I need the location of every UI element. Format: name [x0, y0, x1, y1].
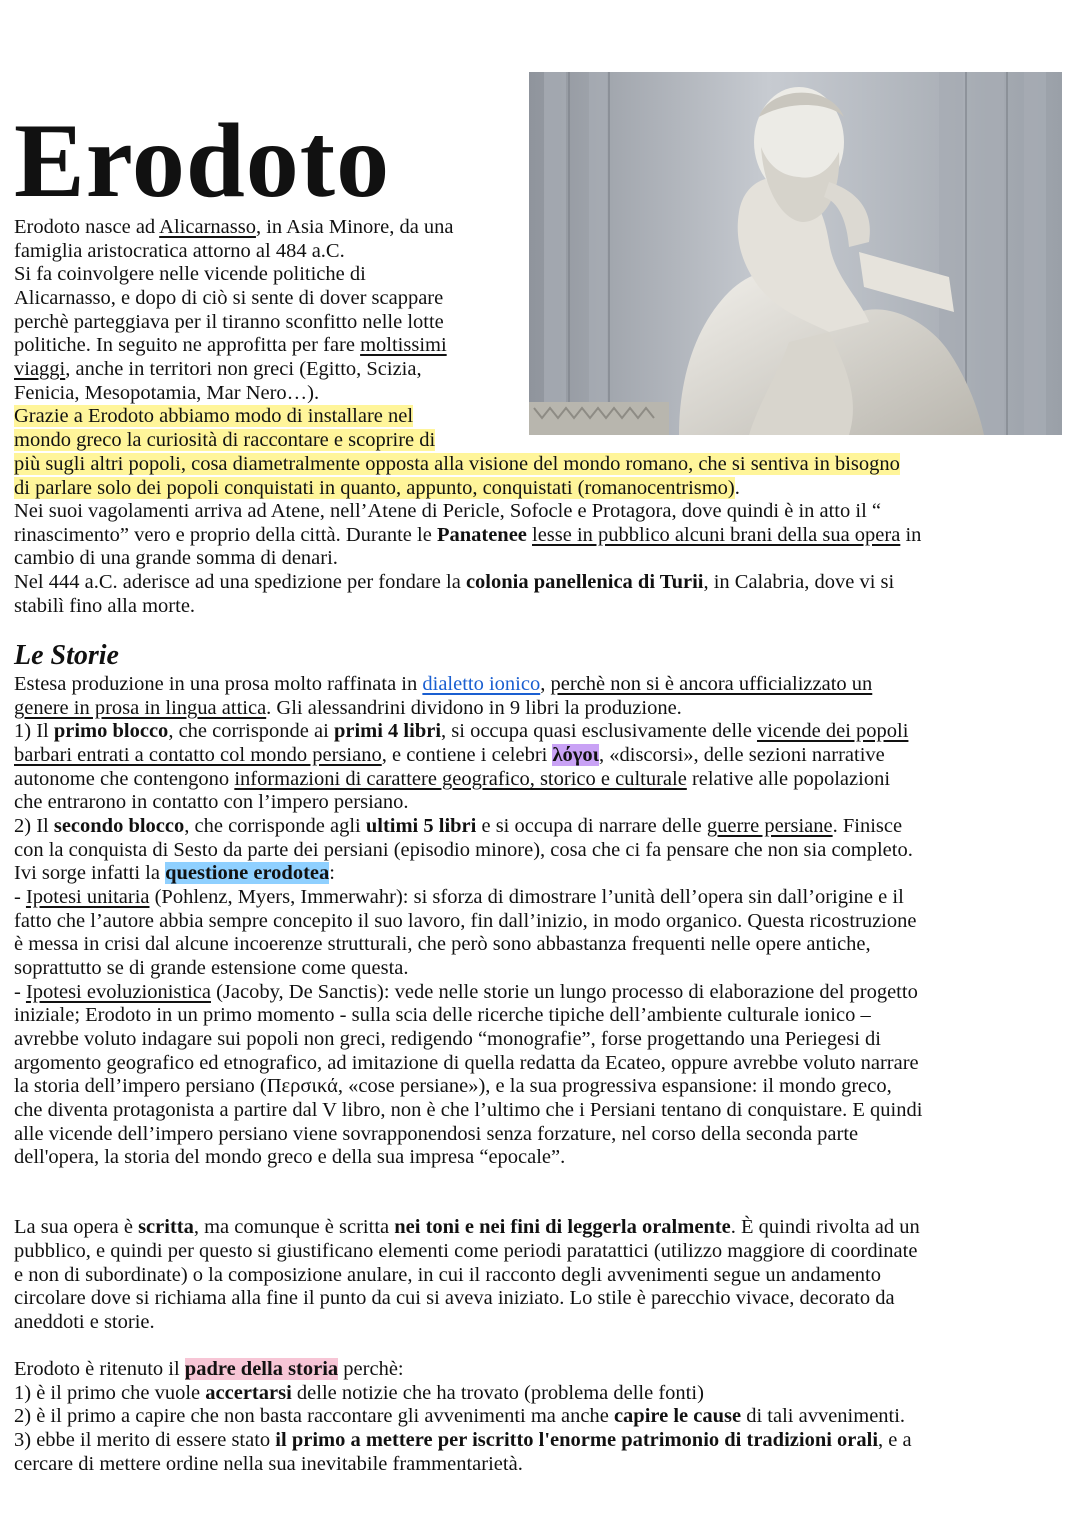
- storie-line: che diventa protagonista a partire dal V libro, non è che l’ultimo che i Persiani tentano di conquistare. E quindi: [14, 1099, 923, 1121]
- highlight-line: più sugli altri popoli, cosa diametralmente opposta alla visione del mondo romano, che si sentiva in bisogno: [14, 453, 900, 475]
- storie-line: autonome che contengono informazioni di carattere geografico, storico e culturale relative alle popolazioni: [14, 768, 891, 790]
- storie-line: la storia dell’impero persiano (Περσικά, «cose persiane»), e la sua progressiva espansione: il mondo greco,: [14, 1075, 892, 1097]
- padre-line: Erodoto è ritenuto il padre della storia perchè:: [14, 1358, 404, 1380]
- intro-line: politiche. In seguito ne approfitta per fare moltissimi: [14, 334, 447, 356]
- intro-line: perchè parteggiava per il tiranno sconfitto nelle lotte: [14, 311, 444, 333]
- intro-line: cambio di una grande somma di denari.: [14, 547, 338, 569]
- place-alicarnasso: Alicarnasso: [159, 216, 256, 238]
- padre-line: 1) è il primo che vuole accertarsi delle notizie che ha trovato (problema delle fonti): [14, 1382, 704, 1404]
- logoi-highlight: λόγοι: [552, 744, 599, 766]
- storie-line: Estesa produzione in una prosa molto raffinata in dialetto ionico, perchè non si è ancora ufficializzato un: [14, 673, 873, 695]
- storie-line: Ivi sorge infatti la questione erodotea:: [14, 862, 335, 884]
- padre-line: cercare di mettere ordine nella sua inevitabile frammentarietà.: [14, 1453, 523, 1475]
- storie-line: fatto che l’autore abbia sempre concepito il suo lavoro, fin dall’inizio, in modo organico. Questa ricostruzione: [14, 910, 917, 932]
- intro-line: Nel 444 a.C. aderisce ad una spedizione per fondare la colonia panellenica di Turii, in Calabria, dove vi si: [14, 571, 895, 593]
- intro-line: famiglia aristocratica attorno al 484 a.C.: [14, 240, 345, 262]
- intro-line: stabilì fino alla morte.: [14, 595, 196, 617]
- intro-line: rinascimento” vero e proprio della città. Durante le Panatenee lesse in pubblico alcuni brani della sua opera in: [14, 524, 922, 546]
- stile-line: aneddoti e storie.: [14, 1311, 155, 1333]
- questione-erodotea-highlight: questione erodotea: [165, 862, 330, 884]
- highlight-line: di parlare solo dei popoli conquistati in quanto, appunto, conquistati (romanocentrismo).: [14, 477, 740, 499]
- intro-line: Si fa coinvolgere nelle vicende politiche di: [14, 263, 366, 285]
- storie-line: 2) Il secondo blocco, che corrisponde agli ultimi 5 libri e si occupa di narrare delle guerre persiane. Finisce: [14, 815, 903, 837]
- intro-line: Erodoto nasce ad Alicarnasso, in Asia Minore, da una: [14, 216, 454, 238]
- storie-line: soprattutto se di grande estensione come questa.: [14, 957, 409, 979]
- highlight-line: Grazie a Erodoto abbiamo modo di installare nel: [14, 405, 414, 427]
- storie-line: alle vicende dell’impero persiano viene sovrapponendosi senza forzature, nel corso della seconda parte: [14, 1123, 859, 1145]
- storie-line: è messa in crisi dal alcune incoerenze strutturali, che però sono abbastanza frequenti nelle opere antiche,: [14, 933, 871, 955]
- storie-line: avrebbe voluto indagare sui popoli non greci, redigendo “monografie”, forse progettando una Periegesi di: [14, 1028, 881, 1050]
- padre-line: 3) ebbe il merito di essere stato il primo a mettere per iscritto l'enorme patrimonio di tradizioni orali, e a: [14, 1429, 912, 1451]
- padre-della-storia-highlight: padre della storia: [184, 1358, 339, 1380]
- link-dialetto-ionico[interactable]: dialetto ionico: [422, 673, 541, 695]
- intro-line: viaggi, anche in territori non greci (Egitto, Scizia,: [14, 358, 422, 380]
- stile-line: pubblico, e quindi per questo si giustificano elementi come periodi paratattici (utilizzo maggiore di coordinate: [14, 1240, 918, 1262]
- storie-line: - Ipotesi evoluzionistica (Jacoby, De Sanctis): vede nelle storie un lungo processo di elaborazione del progetto: [14, 981, 918, 1003]
- intro-line: Alicarnasso, e dopo di ciò si sente di dover scappare: [14, 287, 444, 309]
- storie-line: con la conquista di Sesto da parte dei persiani (episodio minore), cosa che ci fa pensare che non sia completo.: [14, 839, 913, 861]
- storie-line: iniziale; Erodoto in un primo momento - sulla scia delle ricerche tipiche dell’ambiente culturale ionico –: [14, 1004, 871, 1026]
- stile-line: e non di subordinate) o la composizione anulare, in cui il racconto degli avvenimenti segue un andamento: [14, 1264, 881, 1286]
- storie-line: che entrarono in contatto con l’impero persiano.: [14, 791, 409, 813]
- padre-line: 2) è il primo a capire che non basta raccontare gli avvenimenti ma anche capire le cause di tali avvenimenti.: [14, 1405, 906, 1427]
- storie-line: dell'opera, la storia del mondo greco e della sua impresa “epocale”.: [14, 1146, 566, 1168]
- herodotus-statue-image: [529, 72, 1062, 435]
- intro-line: Nei suoi vagolamenti arriva ad Atene, nell’Atene di Pericle, Sofocle e Protagora, dove quindi è in atto il “: [14, 500, 881, 522]
- intro-line: Fenicia, Mesopotamia, Mar Nero…).: [14, 382, 320, 404]
- storie-line: argomento geografico ed etnografico, ad imitazione di quella redatta da Ecateo, oppure avrebbe voluto narrare: [14, 1052, 919, 1074]
- section-heading-storie: Le Storie: [14, 640, 119, 671]
- storie-line: barbari entrati a contatto col mondo persiano, e contiene i celebri λόγοι, «discorsi», delle sezioni narrative: [14, 744, 885, 766]
- highlight-line: mondo greco la curiosità di raccontare e scoprire di: [14, 429, 436, 451]
- storie-line: - Ipotesi unitaria (Pohlenz, Myers, Immerwahr): si sforza di dimostrare l’unità dell’opera sin dall’origine e il: [14, 886, 904, 908]
- stile-line: circolare dove si richiama alla fine il punto da cui si aveva iniziato. Lo stile è parecchio vivace, decorato da: [14, 1287, 895, 1309]
- page-title: Erodoto: [14, 102, 391, 219]
- storie-line: genere in prosa in lingua attica. Gli alessandrini dividono in 9 libri la produzione.: [14, 697, 682, 719]
- storie-line: 1) Il primo blocco, che corrisponde ai primi 4 libri, si occupa quasi esclusivamente delle vicende dei popoli: [14, 720, 909, 742]
- stile-line: La sua opera è scritta, ma comunque è scritta nei toni e nei fini di leggerla oralmente. È quindi rivolta ad un: [14, 1216, 920, 1238]
